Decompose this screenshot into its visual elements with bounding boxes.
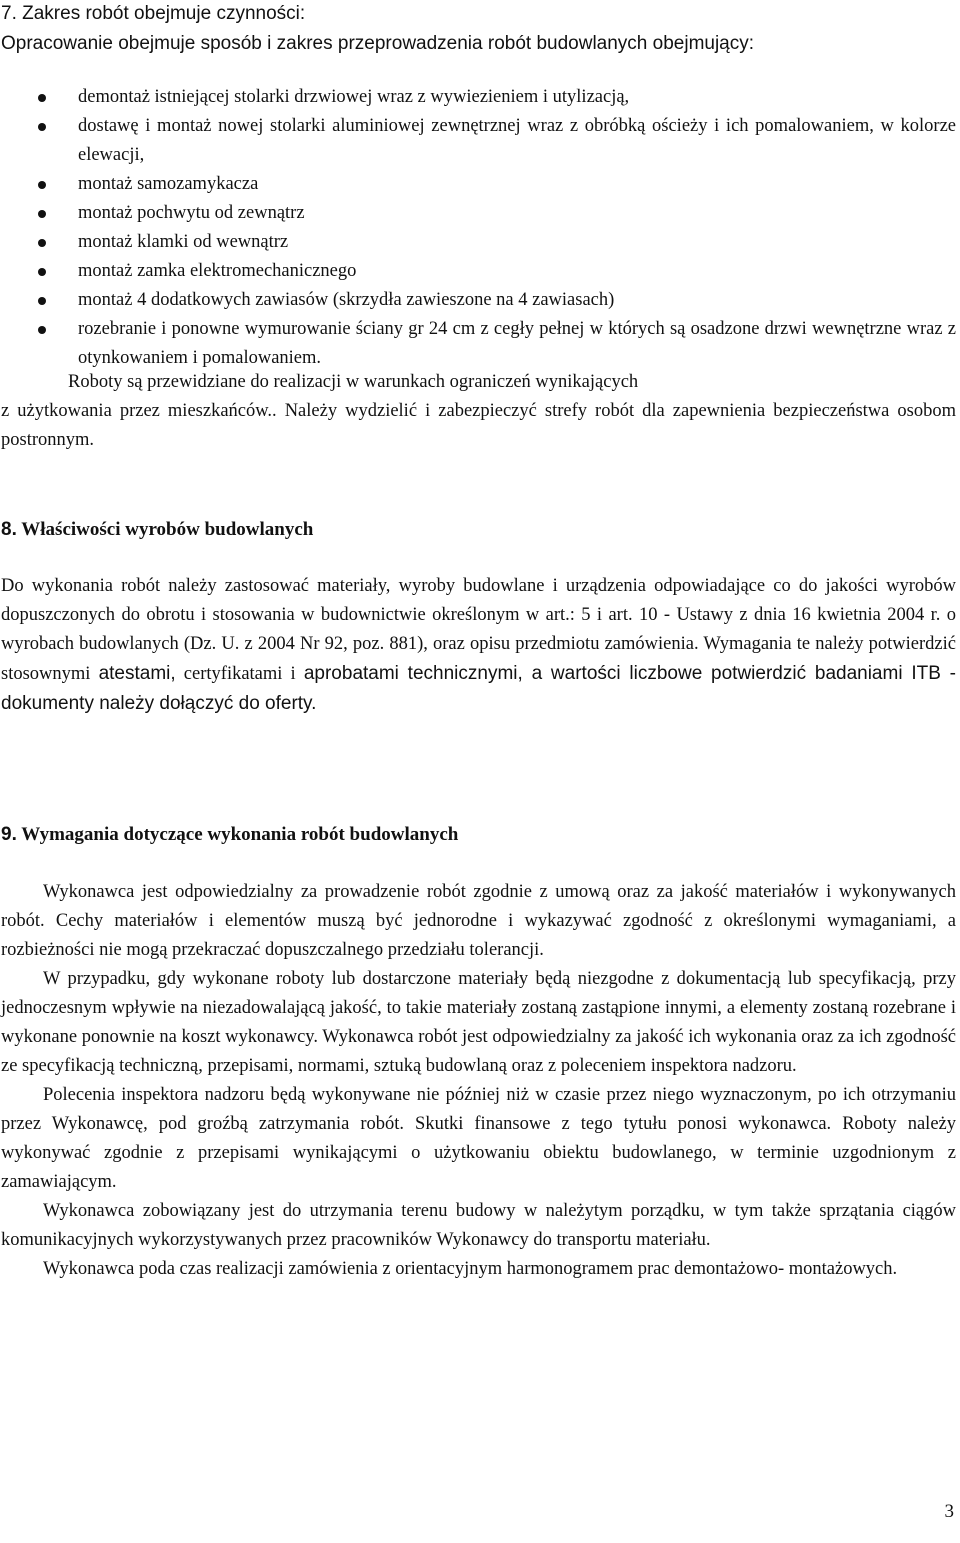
- section-8-heading: 8. Właściwości wyrobów budowlanych: [1, 519, 314, 540]
- list-item: dostawę i montaż nowej stolarki aluminiowej zewnętrznej wraz z obróbką ościeży i ich pomalowaniem, w kolorze elewacji,: [0, 112, 956, 170]
- section-9-heading: 9. Wymagania dotyczące wykonania robót budowlanych: [1, 824, 459, 845]
- scope-bullet-list: [0, 83, 956, 373]
- list-item: montaż pochwytu od zewnątrz: [0, 199, 956, 228]
- bullet-icon: [38, 123, 46, 131]
- section-7-heading: 7. Zakres robót obejmuje czynności:: [1, 3, 306, 24]
- section-8-paragraph: Do wykonania robót należy zastosować materiały, wyroby budowlane i urządzenia odpowiadające co do jakości wyrobów dopuszczonych do obrotu i stosowania w budownictwie określonym w art.: 5 i art. 10 - Ustawy z dnia 16 kwietnia 2004 r. o wyrobach budowlanych (Dz. U. z 2004 Nr 92, poz. 881), oraz opisu przedmiotu zamówienia. Wymagania te należy potwierdzić stosownymi atestami, certyfikatami i aprobatami technicznymi, a wartości liczbowe potwierdzić badaniami ITB - dokumenty należy dołączyć do oferty.: [1, 576, 957, 714]
- list-item: montaż klamki od wewnątrz: [0, 228, 956, 257]
- list-item: montaż zamka elektromechanicznego: [0, 257, 956, 286]
- restrictions-line-1: Roboty są przewidziane do realizacji w warunkach ograniczeń wynikających: [68, 372, 639, 392]
- restrictions-rest: z użytkowania przez mieszkańców.. Należy wydzielić i zabezpieczyć strefy robót dla zapewnienia bezpieczeństwa osobom postronnym.: [1, 401, 956, 450]
- bullet-icon: [38, 210, 46, 218]
- section-9-body: [1, 878, 956, 1284]
- section-9-paragraph: Polecenia inspektora nadzoru będą wykonywane nie później niż w czasie przez niego wyznaczonym, po ich otrzymaniu przez Wykonawcę, pod groźbą zatrzymania robót. Skutki finansowe z tego tytułu ponosi wykonawca. Roboty należy wykonywać zgodnie z przepisami wynikającymi o użytkowaniu obiektu budowlanego, w terminie uzgodnionym z zamawiającym.: [1, 1085, 956, 1192]
- list-item: montaż 4 dodatkowych zawiasów (skrzydła zawieszone na 4 zawiasach): [0, 286, 956, 315]
- bullet-icon: [38, 268, 46, 276]
- bullet-icon: [38, 239, 46, 247]
- bullet-icon: [38, 94, 46, 102]
- bullet-icon: [38, 297, 46, 305]
- bullet-icon: [38, 181, 46, 189]
- section-9-paragraph: Wykonawca zobowiązany jest do utrzymania terenu budowy w należytym porządku, w tym także sprzątania ciągów komunikacyjnych wykorzystywanych przez pracowników Wykonawcy do transportu materiału.: [1, 1201, 956, 1250]
- section-7-intro: Opracowanie obejmuje sposób i zakres przeprowadzenia robót budowlanych obejmujący:: [1, 33, 755, 54]
- section-9-paragraph: Wykonawca poda czas realizacji zamówienia z orientacyjnym harmonogramem prac demontażowo- montażowych.: [43, 1259, 898, 1279]
- list-item: montaż samozamykacza: [0, 170, 956, 199]
- bullet-icon: [38, 326, 46, 334]
- section-8-body: [1, 572, 956, 719]
- page-number: 3: [944, 1501, 954, 1522]
- section-9-paragraph: W przypadku, gdy wykonane roboty lub dostarczone materiały będą niezgodne z dokumentacją lub specyfikacją, przy jednoczesnym wpływie na niezadowalającą jakość, to takie materiały zostaną zastąpione innymi, a elementy zostaną rozebrane i wykonane ponownie na koszt wykonawcy. Wykonawca robót jest odpowiedzialny za jakość ich wykonania oraz za ich zgodność ze specyfikacją techniczną, przepisami, normami, sztuką budowlaną oraz z poleceniem inspektora nadzoru.: [1, 969, 956, 1076]
- restrictions-paragraph: [1, 368, 956, 455]
- section-9-paragraph: Wykonawca jest odpowiedzialny za prowadzenie robót zgodnie z umową oraz za jakość materiałów i wykonywanych robót. Cechy materiałów i elementów muszą być jednorodne i wykazywać zgodność z określonymi wymaganiami, a rozbieżności nie mogą przekraczać dopuszczalnego przedziału tolerancji.: [1, 882, 956, 960]
- list-item: rozebranie i ponowne wymurowanie ściany gr 24 cm z cegły pełnej w których są osadzone drzwi wewnętrzne wraz z otynkowaniem i pomalowaniem.: [0, 315, 956, 373]
- list-item: demontaż istniejącej stolarki drzwiowej wraz z wywiezieniem i utylizacją,: [0, 83, 956, 112]
